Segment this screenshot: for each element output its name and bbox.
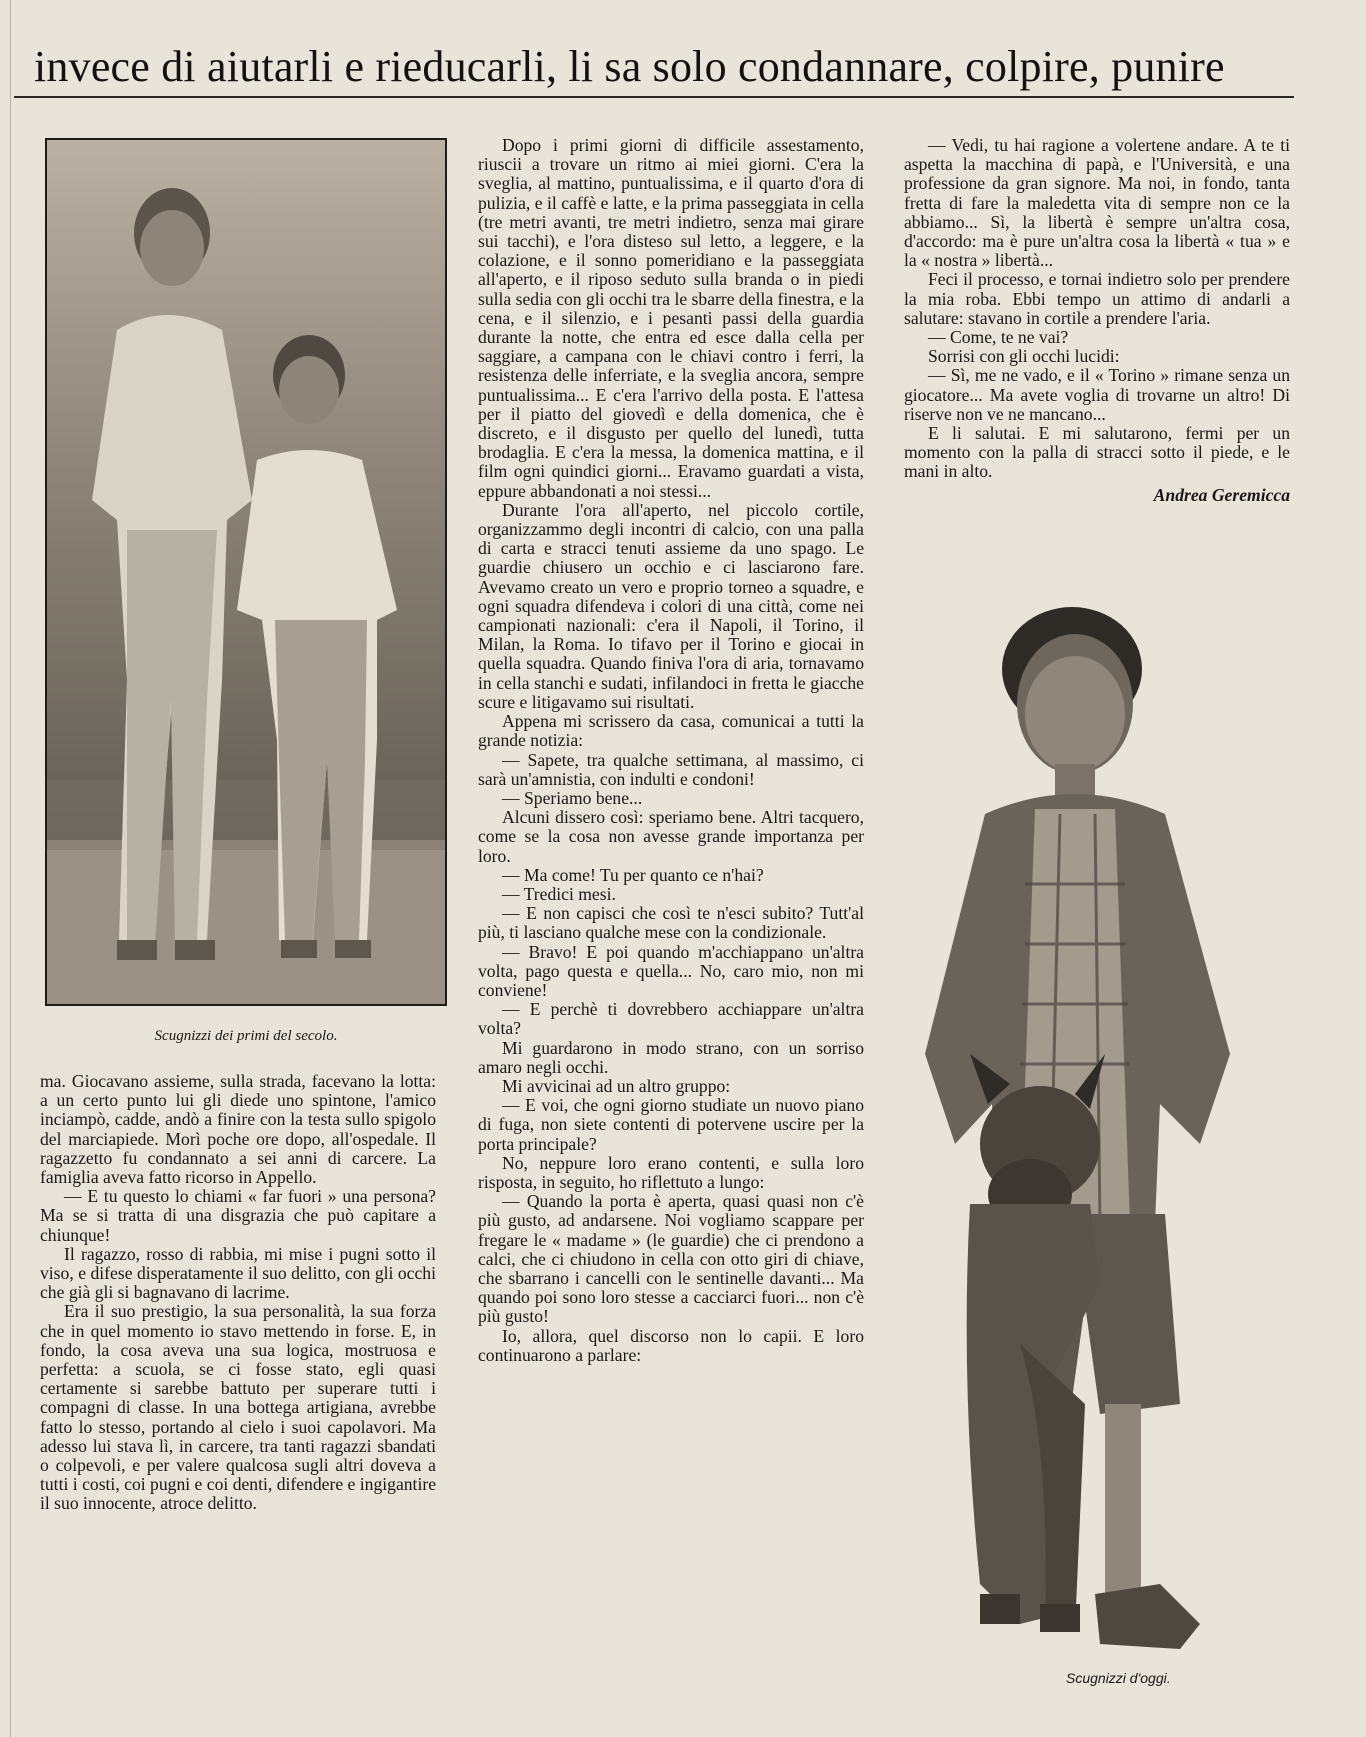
paragraph: Sorrisi con gli occhi lucidi: [928,346,1120,367]
paragraph: — Bravo! E poi quando m'acchiappano un'altra volta, pago questa e quella... No, caro mio, non mi conviene! [478,941,864,1000]
paragraph: Dopo i primi giorni di difficile assestamento, riuscii a trovare un ritmo ai miei giorni. C'era la sveglia, al mattino, puntualissima, e il quarto d'ora di pulizia, e il caffè e latte, e la prima passeggiata in cella (tre metri avanti, tre metri indietro, senza mai girare sui tacchi), e l'ora disteso sul letto, a leggere, e la colazione, e il sonno pomeridiano e la passeggiata all'aperto, e il riposo seduto sulla branda o in piedi sulla sedia con gli occhi tra le sbarre della finestra, e la cena, e il silenzio, e i pesanti passi della guardia durante la notte, che entra ed esce dalla cella per saggiare, a campana con le chiavi contro i ferri, la resistenza delle inferriate, e la sveglia ancora, sempre puntualissima... E c'era l'arrivo della posta. E l'attesa per il piatto del giovedì e della domenica, che è discreto, e il disgusto per quello del lunedì, tutta brodaglia. E c'era la messa, la domenica mattina, e il film ogni quindici giorni... Eravamo guardati a vista, eppure abbandonati a noi stessi... [478,135,864,501]
paragraph: ma. Giocavano assieme, sulla strada, facevano la lotta: a un certo punto lui gli diede uno spintone, l'amico inciampò, cadde, andò a finire con la testa sullo spigolo del marciapiede. Morì poche ore dopo, all'ospedale. Il ragazzetto fu condannato a sei anni di carcere. La famiglia aveva fatto ricorso in Appello. [40,1071,436,1188]
paragraph: Mi guardarono in modo strano, con un sorriso amaro negli occhi. [478,1037,864,1077]
column-2 [478,136,864,1666]
paragraph: E li salutai. E mi salutarono, fermi per un momento con la palla di stracci sotto il piede, e le mani in alto. [904,423,1290,482]
paragraph: — Tredici mesi. [502,883,616,904]
binding-edge [10,0,11,1737]
paragraph: — E perchè ti dovrebbero acchiappare un'altra volta? [478,999,864,1039]
photo-boy-with-dog [900,584,1300,1674]
paragraph: Alcuni dissero così: speriamo bene. Altri tacquero, come se la cosa non avesse grande importanza per loro. [478,807,864,866]
paragraph: Il ragazzo, rosso di rabbia, mi mise i pugni sotto il viso, e difese disperatamente il suo delitto, con gli occhi che già gli si bagnavano di lacrime. [40,1243,436,1303]
photo-boy-with-dog-caption: Scugnizzi d'oggi. [1066,1670,1171,1686]
headline: invece di aiutarli e rieducarli, li sa solo condannare, colpire, punire [34,42,1225,91]
paragraph: — Sapete, tra qualche settimana, al massimo, ci sarà un'amnistia, con indulti e condoni! [478,749,864,789]
paragraph: — Quando la porta è aperta, quasi quasi non c'è più gusto, ad andarsene. Noi vogliamo scappare per fregare le « madame » (le guardie) che ci prendono a calci, che ci chiudono in cella con otto giri di chiave, che sbarrano i cancelli con le sentinelle davanti... Ma quando poi sono loro stesse a cacciarci fuori... non c'è più gusto! [478,1191,864,1327]
photo-two-boys [45,138,447,1006]
paragraph: — Come, te ne vai? [928,327,1069,348]
paragraph: Feci il processo, e tornai indietro solo per prendere la mia roba. Ebbi tempo un attimo di andarli a salutare: stavano in cortile a prendere l'aria. [904,269,1290,328]
paragraph: Durante l'ora all'aperto, nel piccolo cortile, organizzammo degli incontri di calcio, con una palla di carta e stracci tenuti assieme da uno spago. Le guardie chiusero un occhio e ci lasciarono fare. Avevamo creato un vero e proprio torneo a squadre, e ogni squadra difendeva i colori di una città, come nei campionati nazionali: c'era il Napoli, il Torino, il Milan, la Roma. Io tifavo per il Torino e giocai in quella squadra. Quando finiva l'ora di aria, tornavamo in cella stanchi e sudati, infilandoci in fretta le giacche scure e litigavamo sui risultati. [478,499,864,712]
photo-boy-with-dog-illustration [900,584,1300,1674]
paragraph: Appena mi scrissero da casa, comunicai a tutti la grande notizia: [478,711,864,751]
paragraph: No, neppure loro erano contenti, e sulla loro risposta, in seguito, ho riflettuto a lungo: [478,1152,864,1192]
headline-rule [14,96,1294,98]
author-signature: Andrea Geremicca [1153,484,1290,505]
paragraph: — Vedi, tu hai ragione a volertene andare. A te ti aspetta la macchina di papà, e l'Università, e una professione da gran signore. Ma noi, in fondo, tanta fretta di fare la maledetta vita di sempre non ce la abbiamo... Sì, la libertà è sempre un'altra cosa, d'accordo: ma è pure un'altra cosa la libertà « tua » e la « nostra » libertà... [904,135,1290,271]
paragraph: Era il suo prestigio, la sua personalità, la sua forza che in quel momento io stavo mettendo in forse. E, in fondo, la cosa aveva una sua logica, mostruosa e perfetta: a scuola, se ci fosse stato, egli quasi certamente si sarebbe battuto per superare tutti i compagni di classe. In una bottega artigiana, avrebbe fatto lo stesso, portando al cielo i suoi capolavori. Ma adesso lui stava lì, in carcere, tra tanti ragazzi sbandati o colpevoli, e per valere qualcosa sugli altri doveva a tutti i costi, coi pugni e coi denti, difendere e ingigantire il suo innocente, atroce delitto. [40,1301,436,1514]
paragraph: — Ma come! Tu per quanto ce n'hai? [502,864,764,885]
paragraph: — Sì, me ne vado, e il « Torino » rimane senza un giocatore... Ma avete voglia di trovarne un altro! Di riserve non ve ne mancano... [904,365,1290,424]
paragraph: Io, allora, quel discorso non lo capii. E loro continuarono a parlare: [478,1325,864,1365]
column-1 [40,1072,436,1514]
paragraph: — E voi, che ogni giorno studiate un nuovo piano di fuga, non siete contenti di potervene uscire per la porta principale? [478,1095,864,1154]
paragraph: — E non capisci che così te n'esci subito? Tutt'al più, ti lasciano qualche mese con la condizionale. [478,903,864,943]
paragraph: — Speriamo bene... [502,787,643,808]
column-3 [904,136,1290,505]
photo-two-boys-caption: Scugnizzi dei primi del secolo. [154,1028,338,1044]
photo-two-boys-illustration [47,140,445,1004]
paragraph: Mi avvicinai ad un altro gruppo: [502,1075,731,1096]
paragraph: — E tu questo lo chiami « far fuori » una persona? Ma se si tratta di una disgrazia che può capitare a chiunque! [40,1186,436,1245]
